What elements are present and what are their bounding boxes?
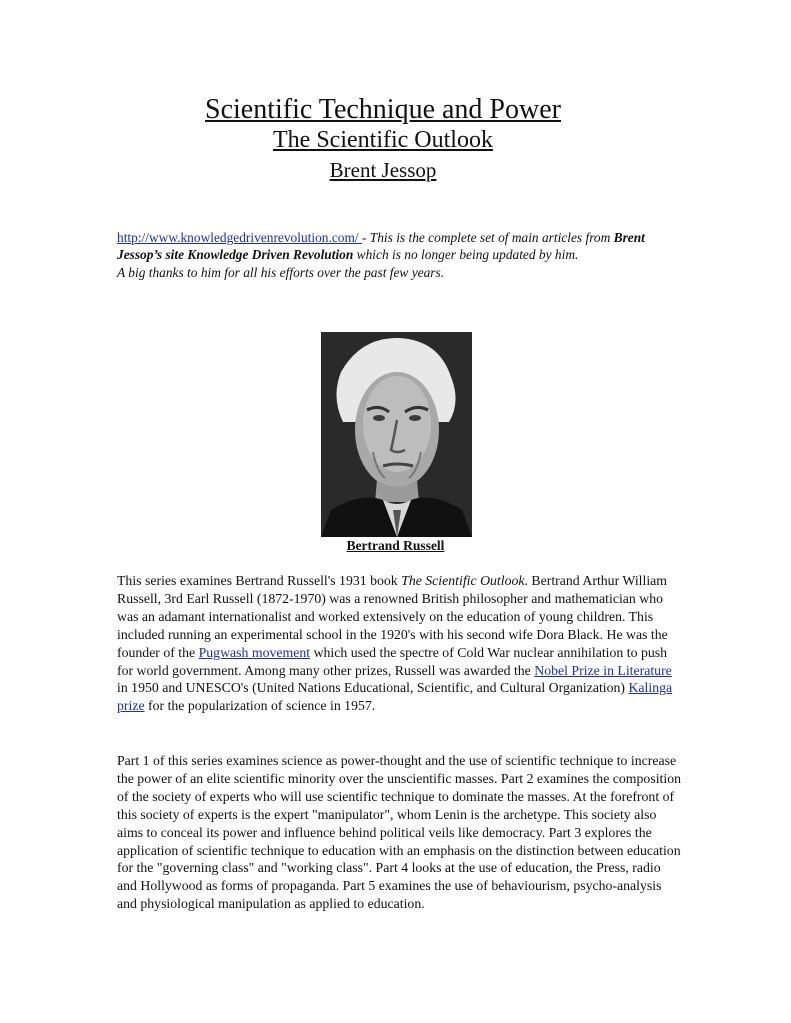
p1-text-4: in 1950 and UNESCO's (United Nations Educational, Scientific, and Cultural Organization) <box>117 680 629 696</box>
document-author: Brent Jessop <box>329 158 437 182</box>
p1-text-5: for the popularization of science in 1957. <box>144 698 376 714</box>
pugwash-movement-link[interactable]: Pugwash movement <box>198 644 311 660</box>
paragraph-series-parts: Part 1 of this series examines science as power-thought and the use of scientific technique to increase the power of an elite scientific minority over the unscientific masses. Part 2 examines the composition of the society of experts who will use scientific technique to dominate the masses. At the forefront of this society of experts is the expert "manipulator", whom Lenin is the archetype. This society also aims to conceal its power and influence behind political veils like democracy. Part 3 explores the application of scientific technique to education with an emphasis on the distinction between education for the "governing class" and "working class". Part 4 looks at the use of education, the Press, radio and Hollywood as forms of propaganda. Part 5 examines the use of behaviourism, psycho-analysis and physiological manipulation as applied to education. <box>117 753 681 912</box>
source-url-link[interactable]: http://www.knowledgedrivenrevolution.com/ <box>117 230 362 245</box>
intro-text-a: - This is the complete set of main articles from <box>361 230 614 245</box>
p1-text-3: which used the spectre of Cold War nuclear annihilation to push for world government. Among many other prizes, Russell was awarded the <box>117 644 668 678</box>
document-subtitle: The Scientific Outlook <box>273 127 493 153</box>
p1-text-1: This series examines Bertrand Russell's 1931 book <box>117 573 402 588</box>
intro-text-b: which is no longer being updated by him. <box>353 247 579 263</box>
photo-caption: Bertrand Russell <box>346 538 445 553</box>
p1-text-2: . Bertrand Arthur William Russell, 3rd Earl Russell (1872-1970) was a renowned British philosopher and mathematician who was an adamant internationalist and worked extensively on the education of young children. This included running an experimental school in the 1920's with his second wife Dora Black. He was the founder of the <box>117 573 668 660</box>
intro-thanks: A big thanks to him for all his efforts over the past few years. <box>117 264 445 280</box>
book-title: The Scientific Outlook <box>401 573 525 588</box>
document-title: Scientific Technique and Power <box>205 94 561 125</box>
nobel-prize-link[interactable]: Nobel Prize in Literature <box>534 662 672 678</box>
portrait-illustration <box>321 332 472 537</box>
kalinga-prize-link[interactable]: Kalinga prize <box>117 680 673 714</box>
paragraph-series-intro <box>117 572 681 715</box>
intro-bold-site: Brent Jessop’s site Knowledge Driven Revolution <box>117 230 645 263</box>
bertrand-russell-photo <box>321 332 472 537</box>
intro-paragraph <box>117 229 677 281</box>
